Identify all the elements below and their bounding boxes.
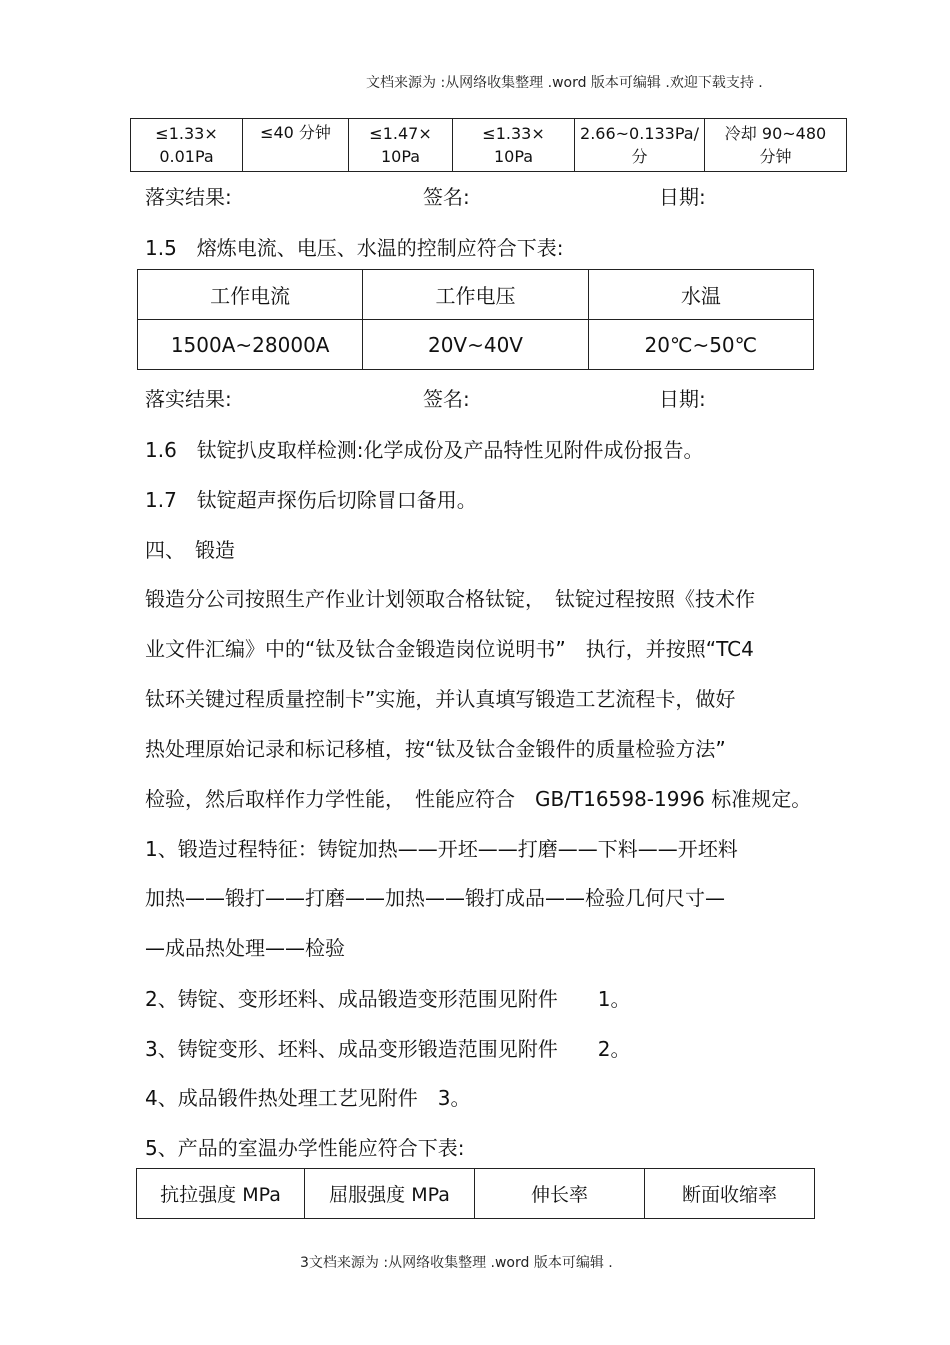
item-4: 4、成品锻件热处理工艺见附件 3。 [145, 1086, 471, 1110]
item-3: 3、铸锭变形、坯料、成品变形锻造范围见附件 2。 [145, 1037, 631, 1061]
page-footer: 3文档来源为 :从网络收集整理 .word 版本可编辑 . [300, 1255, 613, 1271]
table-header-cell: 屈服强度 MPa [305, 1169, 475, 1219]
table-cell: ≤1.33× 10Pa [453, 119, 575, 172]
table-cell: 20℃~50℃ [588, 320, 813, 370]
table-header-cell: 工作电压 [363, 270, 588, 320]
table-header-cell: 水温 [588, 270, 813, 320]
paragraph-line: 锻造分公司按照生产作业计划领取合格钛锭， 钛锭过程按照《技术作 [145, 587, 755, 611]
vacuum-table [130, 118, 847, 172]
page-header: 文档来源为 :从网络收集整理 .word 版本可编辑 .欢迎下载支持 . [366, 75, 763, 91]
table-header-cell: 伸长率 [475, 1169, 645, 1219]
control-table [137, 269, 814, 370]
properties-table [136, 1168, 815, 1219]
section-1-7: 1.7 钛锭超声探伤后切除冒口备用。 [145, 488, 477, 512]
table-header-cell: 断面收缩率 [645, 1169, 815, 1219]
signature-label: 签名: [423, 387, 470, 411]
paragraph-line: 检验，然后取样作力学性能， 性能应符合 GB/T16598-1996 标准规定。 [145, 787, 812, 811]
item-5: 5、产品的室温办学性能应符合下表: [145, 1136, 465, 1160]
section-1-6: 1.6 钛锭扒皮取样检测:化学成份及产品特性见附件成份报告。 [145, 438, 704, 462]
paragraph-line: 钛环关键过程质量控制卡”实施，并认真填写锻造工艺流程卡，做好 [145, 687, 736, 711]
item-1-line: 加热——锻打——打磨——加热——锻打成品——检验几何尺寸— [145, 886, 725, 910]
table-cell: 2.66~0.133Pa/ 分 [575, 119, 705, 172]
table-cell: ≤40 分钟 [243, 119, 349, 172]
section-1-5: 1.5 熔炼电流、电压、水温的控制应符合下表: [145, 236, 564, 260]
result-label: 落实结果: [145, 185, 232, 209]
section-4-heading: 四、 锻造 [145, 538, 235, 562]
table-header-cell: 抗拉强度 MPa [137, 1169, 305, 1219]
table-cell: 1500A~28000A [138, 320, 363, 370]
result-label: 落实结果: [145, 387, 232, 411]
table-cell: 冷却 90~480 分钟 [705, 119, 847, 172]
item-1-line: —成品热处理——检验 [145, 936, 345, 960]
date-label: 日期: [659, 185, 706, 209]
paragraph-line: 热处理原始记录和标记移植，按“钛及钛合金锻件的质量检验方法” [145, 737, 726, 761]
table-cell: 20V~40V [363, 320, 588, 370]
table-cell: ≤1.33× 0.01Pa [131, 119, 243, 172]
item-1-line: 1、锻造过程特征：铸锭加热——开坯——打磨——下料——开坯料 [145, 837, 738, 861]
table-header-cell: 工作电流 [138, 270, 363, 320]
table-cell: ≤1.47× 10Pa [349, 119, 453, 172]
paragraph-line: 业文件汇编》中的“钛及钛合金锻造岗位说明书” 执行，并按照“TC4 [145, 637, 754, 661]
item-2: 2、铸锭、变形坯料、成品锻造变形范围见附件 1。 [145, 987, 631, 1011]
date-label: 日期: [659, 387, 706, 411]
signature-label: 签名: [423, 185, 470, 209]
